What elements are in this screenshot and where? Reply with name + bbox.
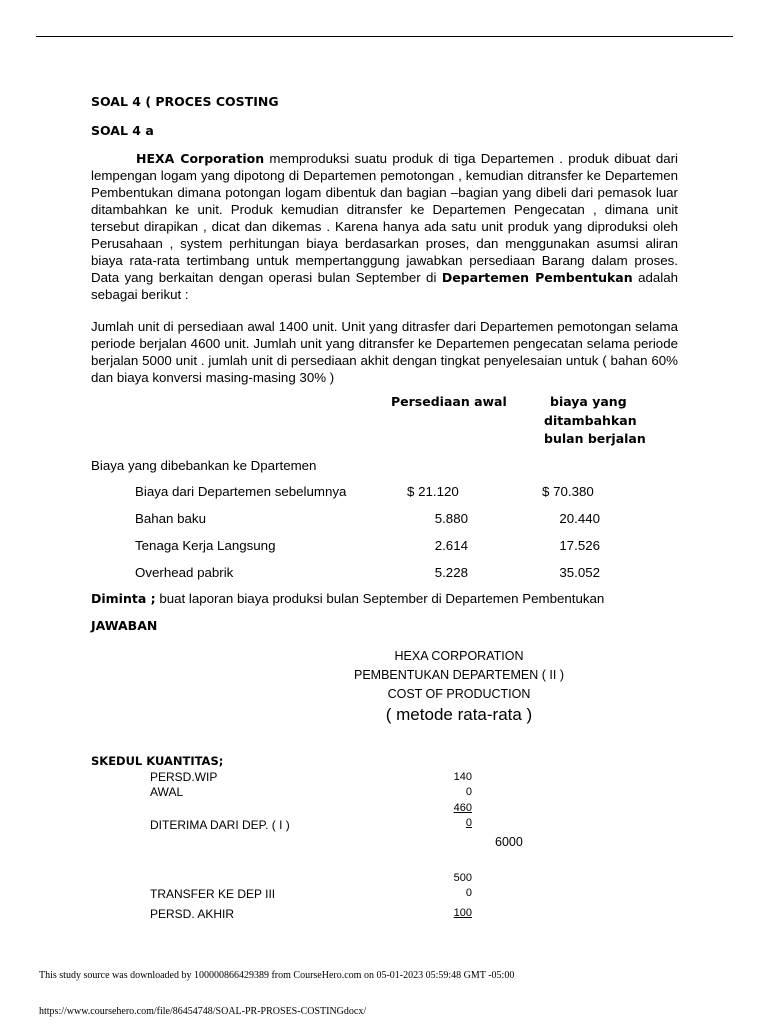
cost-row-v2: 17.526 [559,538,600,553]
cost-row-label: Overhead pabrik [135,565,234,580]
cost-row-v1: $ 21.120 [407,484,459,499]
qty-0: 0 [465,786,472,798]
report-title: COST OF PRODUCTION [387,687,531,701]
cost-row-v2: $ 70.380 [542,484,594,499]
heading-soal-4: SOAL 4 ( PROCES COSTING [91,94,279,109]
diminta-line [91,591,604,606]
col-persediaan-awal: Persediaan awal [391,394,507,409]
report-method: ( metode rata-rata ) [385,705,533,724]
col2-line3: bulan berjalan [544,431,646,446]
intro-paragraph [91,150,678,303]
company-name: HEXA Corporation [136,151,265,166]
heading-soal-4a: SOAL 4 a [91,123,154,138]
schedule-transfer: TRANSFER KE DEP III [150,887,276,901]
cost-row-v2: 35.052 [559,565,600,580]
qty-0-underlined: 0 [465,817,472,829]
cost-group-label: Biaya yang dibebankan ke Dpartemen [91,458,317,473]
qty-140: 140 [453,771,472,783]
top-rule [36,36,733,37]
qty-100: 100 [453,907,472,919]
report-company: HEXA CORPORATION [394,649,524,663]
intro-text: memproduksi suatu produk di tiga Departemen . produk dibuat dari lempengan logam yang dipotong di Departemen pemotongan , kemudian ditransfer ke Departemen Pembentukan dimana potongan logam dibentuk dan bagian –bagian yang dibeli dari pemasok luar ditambahkan ke unit. Produk kemudian ditransfer ke Departemen Pengecatan , dimana unit tersebut dirapikan , dicat dan dikemas . Karena hanya ada satu unit produk yang diproduksi oleh Perusahaan , system perhitungan biaya berdasarkan proses, dan menggunakan asumsi aliran biaya rata-rata tertimbang untuk mempertanggung jawabkan persediaan Barang dalam proses. Data yang berkaitan dengan operasi bulan September di [91,151,678,285]
cost-row-label: Bahan baku [135,511,206,526]
cost-row-label: Tenaga Kerja Langsung [135,538,276,553]
qty-460: 460 [453,802,472,814]
cost-row-v1: 5.880 [434,511,468,526]
dept-name: Departemen Pembentukan [441,270,633,285]
cost-row-label: Biaya dari Departemen sebelumnya [135,484,347,499]
qty-0: 0 [465,887,472,899]
col2-line1: biaya yang [550,394,627,409]
schedule-diterima: DITERIMA DARI DEP. ( I ) [150,818,290,832]
report-department: PEMBENTUKAN DEPARTEMEN ( II ) [354,668,564,682]
intro-text-end: adalah sebagai berikut : [91,270,678,302]
diminta-label: Diminta ; [91,591,156,606]
jawaban-heading: JAWABAN [91,618,158,633]
schedule-awal: AWAL [150,785,184,799]
cost-row-v2: 20.440 [559,511,600,526]
diminta-text: buat laporan biaya produksi bulan September di Departemen Pembentukan [155,591,605,606]
footer-source-note: This study source was downloaded by 100000866429389 from CourseHero.com on 05-01-2023 05:59:48 GMT -05:00 [39,970,515,981]
data-paragraph: Jumlah unit di persediaan awal 1400 unit. Unit yang ditrasfer dari Departemen pemotongan selama periode berjalan 4600 unit. Jumlah unit yang ditransfer ke Departemen pengecatan selama periode berjalan 5000 unit . jumlah unit di persediaan akhit dengan tingkat penyelesaian untuk ( bahan 60% dan biaya konversi masing-masing 30% ) [91,319,678,385]
schedule-persd-akhir: PERSD. AKHIR [150,907,235,921]
qty-total: 6000 [495,835,523,849]
col2-line2: ditambahkan [544,412,637,428]
schedule-title: SKEDUL KUANTITAS; [91,754,224,768]
col-biaya-ditambahkan [544,393,646,449]
schedule-persd-wip: PERSD.WIP [150,770,218,784]
cost-row-v1: 2.614 [434,538,468,553]
footer-url[interactable]: https://www.coursehero.com/file/86454748/SOAL-PR-PROSES-COSTINGdocx/ [39,1006,367,1017]
cost-row-v1: 5.228 [434,565,468,580]
qty-500: 500 [453,872,472,884]
